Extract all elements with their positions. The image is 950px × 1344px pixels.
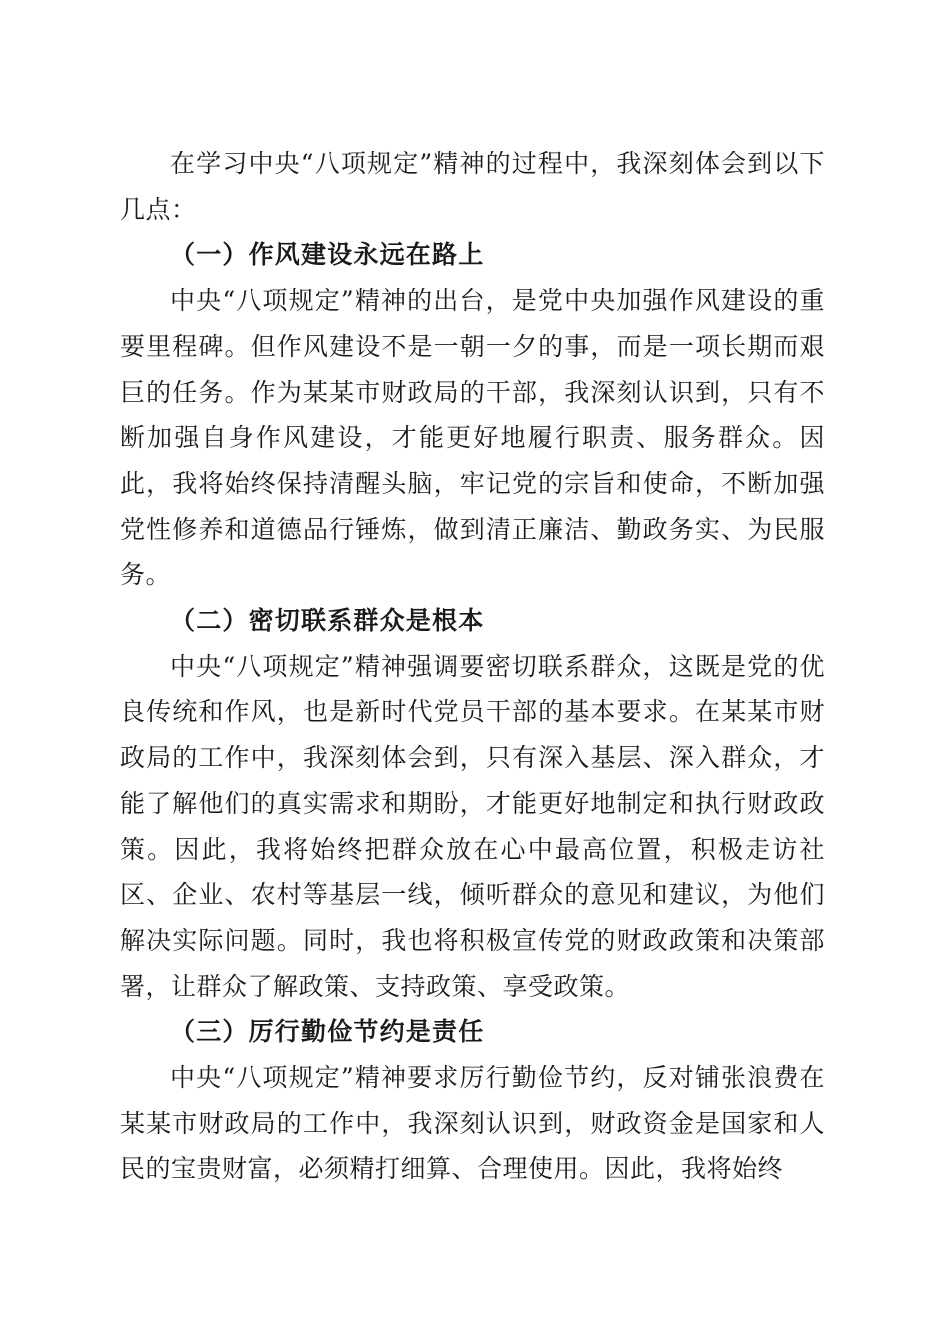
section-2-paragraph: 中央“八项规定”精神强调要密切联系群众，这既是党的优良传统和作风，也是新时代党员干部的基本要求。在某某市财政局的工作中，我深刻体会到，只有深入基层、深入群众，才能了解他们的真实需求和期盼，才能更好地制定和执行财政政策。因此，我将始终把群众放在心中最高位置，积极走访社区、企业、农村等基层一线，倾听群众的意见和建议，为他们解决实际问题。同时，我也将积极宣传党的财政政策和决策部署，让群众了解政策、支持政策、享受政策。 bbox=[120, 651, 825, 1001]
section-3-heading: （三）厉行勤俭节约是责任 bbox=[170, 1017, 485, 1047]
section-3-paragraph: 中央“八项规定”精神要求厉行勤俭节约，反对铺张浪费在某某市财政局的工作中，我深刻认识到，财政资金是国家和人民的宝贵财富，必须精打细算、合理使用。因此，我将始终 bbox=[120, 1063, 825, 1184]
intro-paragraph: 在学习中央“八项规定”精神的过程中，我深刻体会到以下几点： bbox=[120, 149, 825, 224]
document-body bbox=[120, 141, 825, 1192]
section-1-heading: （一）作风建设永远在路上 bbox=[170, 240, 485, 270]
section-2-heading: （二）密切联系群众是根本 bbox=[170, 606, 485, 636]
section-1-paragraph: 中央“八项规定”精神的出台，是党中央加强作风建设的重要里程碑。但作风建设不是一朝一夕的事，而是一项长期而艰巨的任务。作为某某市财政局的干部，我深刻认识到，只有不断加强自身作风建设，才能更好地履行职责、服务群众。因此，我将始终保持清醒头脑，牢记党的宗旨和使命，不断加强党性修养和道德品行锤炼，做到清正廉洁、勤政务实、为民服务。 bbox=[120, 286, 825, 590]
